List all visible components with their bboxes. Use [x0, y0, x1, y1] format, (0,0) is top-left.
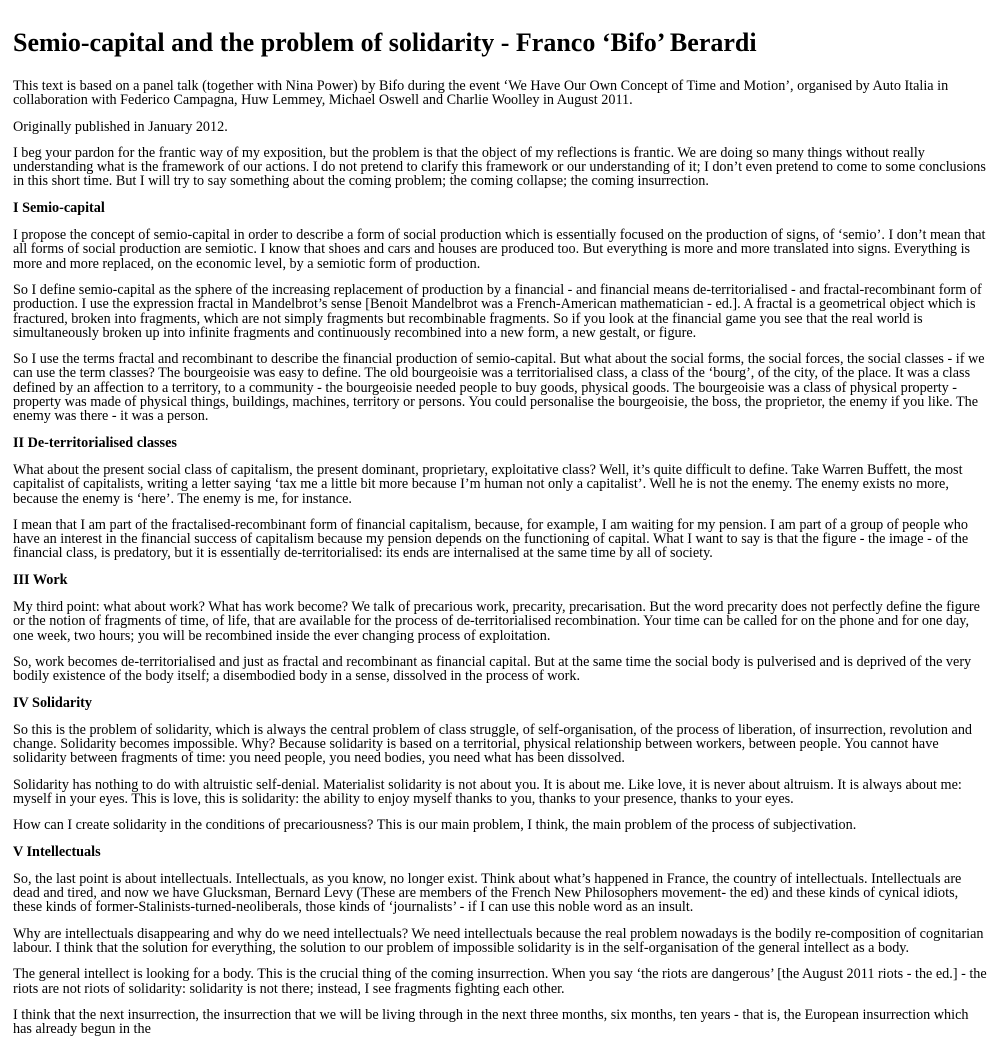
- body-paragraph: I think that the next insurrection, the insurrection that we will be living through in the next three months, six months, ten years - that is, the European insurrection which has already begun in the: [13, 1006, 969, 1037]
- body-paragraph: What about the present social class of capitalism, the present dominant, proprietary, exploitative class? Well, it’s quite difficult to define. Take Warren Buffett, the most capitalist of capitalists, writing a letter saying ‘tax me a little bit more because I’m human not only a capitalist’. Well he is not the enemy. The enemy exists no more, because the enemy is ‘here’. The enemy is me, for instance.: [13, 461, 963, 507]
- body-paragraph: So this is the problem of solidarity, which is always the central problem of class struggle, of self-organisation, of the process of liberation, of insurrection, revolution and change. Solidarity becomes impossible. Why? Because solidarity is based on a territorial, physical relationship between workers, between people. You cannot have solidarity between fragments of time: you need people, you need bodies, you need what has been dissolved.: [13, 721, 973, 767]
- section-heading: IV Solidarity: [13, 694, 92, 711]
- body-paragraph: I propose the concept of semio-capital in order to describe a form of social production which is essentially focused on the production of signs, of ‘semio’. I don’t mean that all forms of social production are semiotic. I know that shoes and cars and houses are produced too. But everything is more and more translated into signs. Everything is more and more replaced, on the economic level, by a semiotic form of production.: [13, 227, 986, 272]
- section-heading: III Work: [13, 571, 68, 588]
- body-paragraph: Solidarity has nothing to do with altruistic self-denial. Materialist solidarity is not about you. It is about me. Like love, it is never about altruism. It is always about me: myself in your eyes. This is love, this is solidarity: the ability to enjoy myself thanks to you, thanks to your presence, thanks to your eyes.: [13, 776, 962, 807]
- intro-paragraph: I beg your pardon for the frantic way of my exposition, but the problem is that the object of my reflections is frantic. We are doing so many things without really understanding what is the framework of our actions. I do not pretend to clarify this framework or our understanding of it; I don’t even pretend to come to some conclusions in this short time. But I will try to say something about the coming problem; the coming collapse; the coming insurrection.: [13, 144, 986, 190]
- section-heading: V Intellectuals: [13, 843, 101, 860]
- body-paragraph: I mean that I am part of the fractalised-recombinant form of financial capitalism, because, for example, I am waiting for my pension. I am part of a group of people who have an interest in the financial success of capitalism because my pension depends on the functioning of capital. What I want to say is that the figure - the image - of the financial class, is predatory, but it is essentially de-territorialised: its ends are internalised at the same time by all of society.: [13, 516, 969, 562]
- body-paragraph: So I define semio-capital as the sphere of the increasing replacement of production by a financial - and financial means de-territorialised - and fractal-recombinant form of production. I use the expression fractal in Mandelbrot’s sense [Benoit Mandelbrot was a French-American mathematician - ed.]. A fractal is a geometrical object which is fractured, broken into fragments, which are not simply fragments but recombinable fragments. So if you look at the financial game you see that the real world is simultaneously broken up into infinite fragments and continuously recombined into a new form, a new gestalt, or figure.: [13, 281, 982, 341]
- intro-paragraph: This text is based on a panel talk (together with Nina Power) by Bifo during the event ‘We Have Our Own Concept of Time and Motion’, organised by Auto Italia in collaboration with Federico Campagna, Huw Lemmey, Michael Oswell and Charlie Woolley in August 2011.: [13, 78, 949, 109]
- publication-note: Originally published in January 2012.: [13, 118, 228, 135]
- article: [0, 28, 1000, 1037]
- body-paragraph: My third point: what about work? What has work become? We talk of precarious work, precarity, precarisation. But the word precarity does not perfectly define the figure or the notion of fragments of time, of life, that are available for the process of de-territorialised recombination. Your time can be called for on the phone and for one day, one week, two hours; you will be recombined inside the ever changing process of exploitation.: [13, 599, 980, 644]
- body-paragraph: Why are intellectuals disappearing and why do we need intellectuals? We need intellectuals because the real problem nowadays is the bodily re-composition of cognitarian labour. I think that the solution for everything, the solution to our problem of impossible solidarity is in the self-organisation of the general intellect as a body.: [13, 925, 984, 957]
- section-heading: II De-territorialised classes: [13, 434, 177, 451]
- body-paragraph: How can I create solidarity in the conditions of precariousness? This is our main problem, I think, the main problem of the process of subjectivation.: [13, 817, 857, 834]
- body-paragraph: So, the last point is about intellectuals. Intellectuals, as you know, no longer exist. Think about what’s happened in France, the country of intellectuals. Intellectuals are dead and tired, and now we have Glucksman, Bernard Levy (These are members of the French New Philosophers movement- the ed) and these kinds of cynical idiots, these kinds of former-Stalinists-turned-neoliberals, those kinds of ‘journalists’ - if I can use this noble word as an insult.: [13, 870, 962, 916]
- body-paragraph: So I use the terms fractal and recombinant to describe the financial production of semio-capital. But what about the social forms, the social forces, the social classes - if we can use the term classes? The bourgeoisie was easy to define. The old bourgeoisie was a territorialised class, a class of the ‘bourg’, of the city, of the place. It was a class defined by an affection to a territory, to a community - the bourgeoisie needed people to buy goods, physical goods. The bourgeoisie was a class of physical property - property was made of physical things, buildings, machines, territory or persons. You could personalise the bourgeoisie, the boss, the proprietor, the enemy if you like. The enemy was there - it was a person.: [13, 351, 985, 425]
- body-paragraph: So, work becomes de-territorialised and just as fractal and recombinant as financial capital. But at the same time the social body is pulverised and is deprived of the very bodily existence of the body itself; a disembodied body in a sense, dissolved in the process of work.: [13, 653, 972, 685]
- body-paragraph: The general intellect is looking for a body. This is the crucial thing of the coming insurrection. When you say ‘the riots are dangerous’ [the August 2011 riots - the ed.] - the riots are not riots of solidarity: solidarity is not there; instead, I see fragments fighting each other.: [13, 966, 987, 997]
- page-title: Semio-capital and the problem of solidarity - Franco ‘Bifo’ Berardi: [13, 28, 757, 57]
- section-heading: I Semio-capital: [13, 199, 105, 216]
